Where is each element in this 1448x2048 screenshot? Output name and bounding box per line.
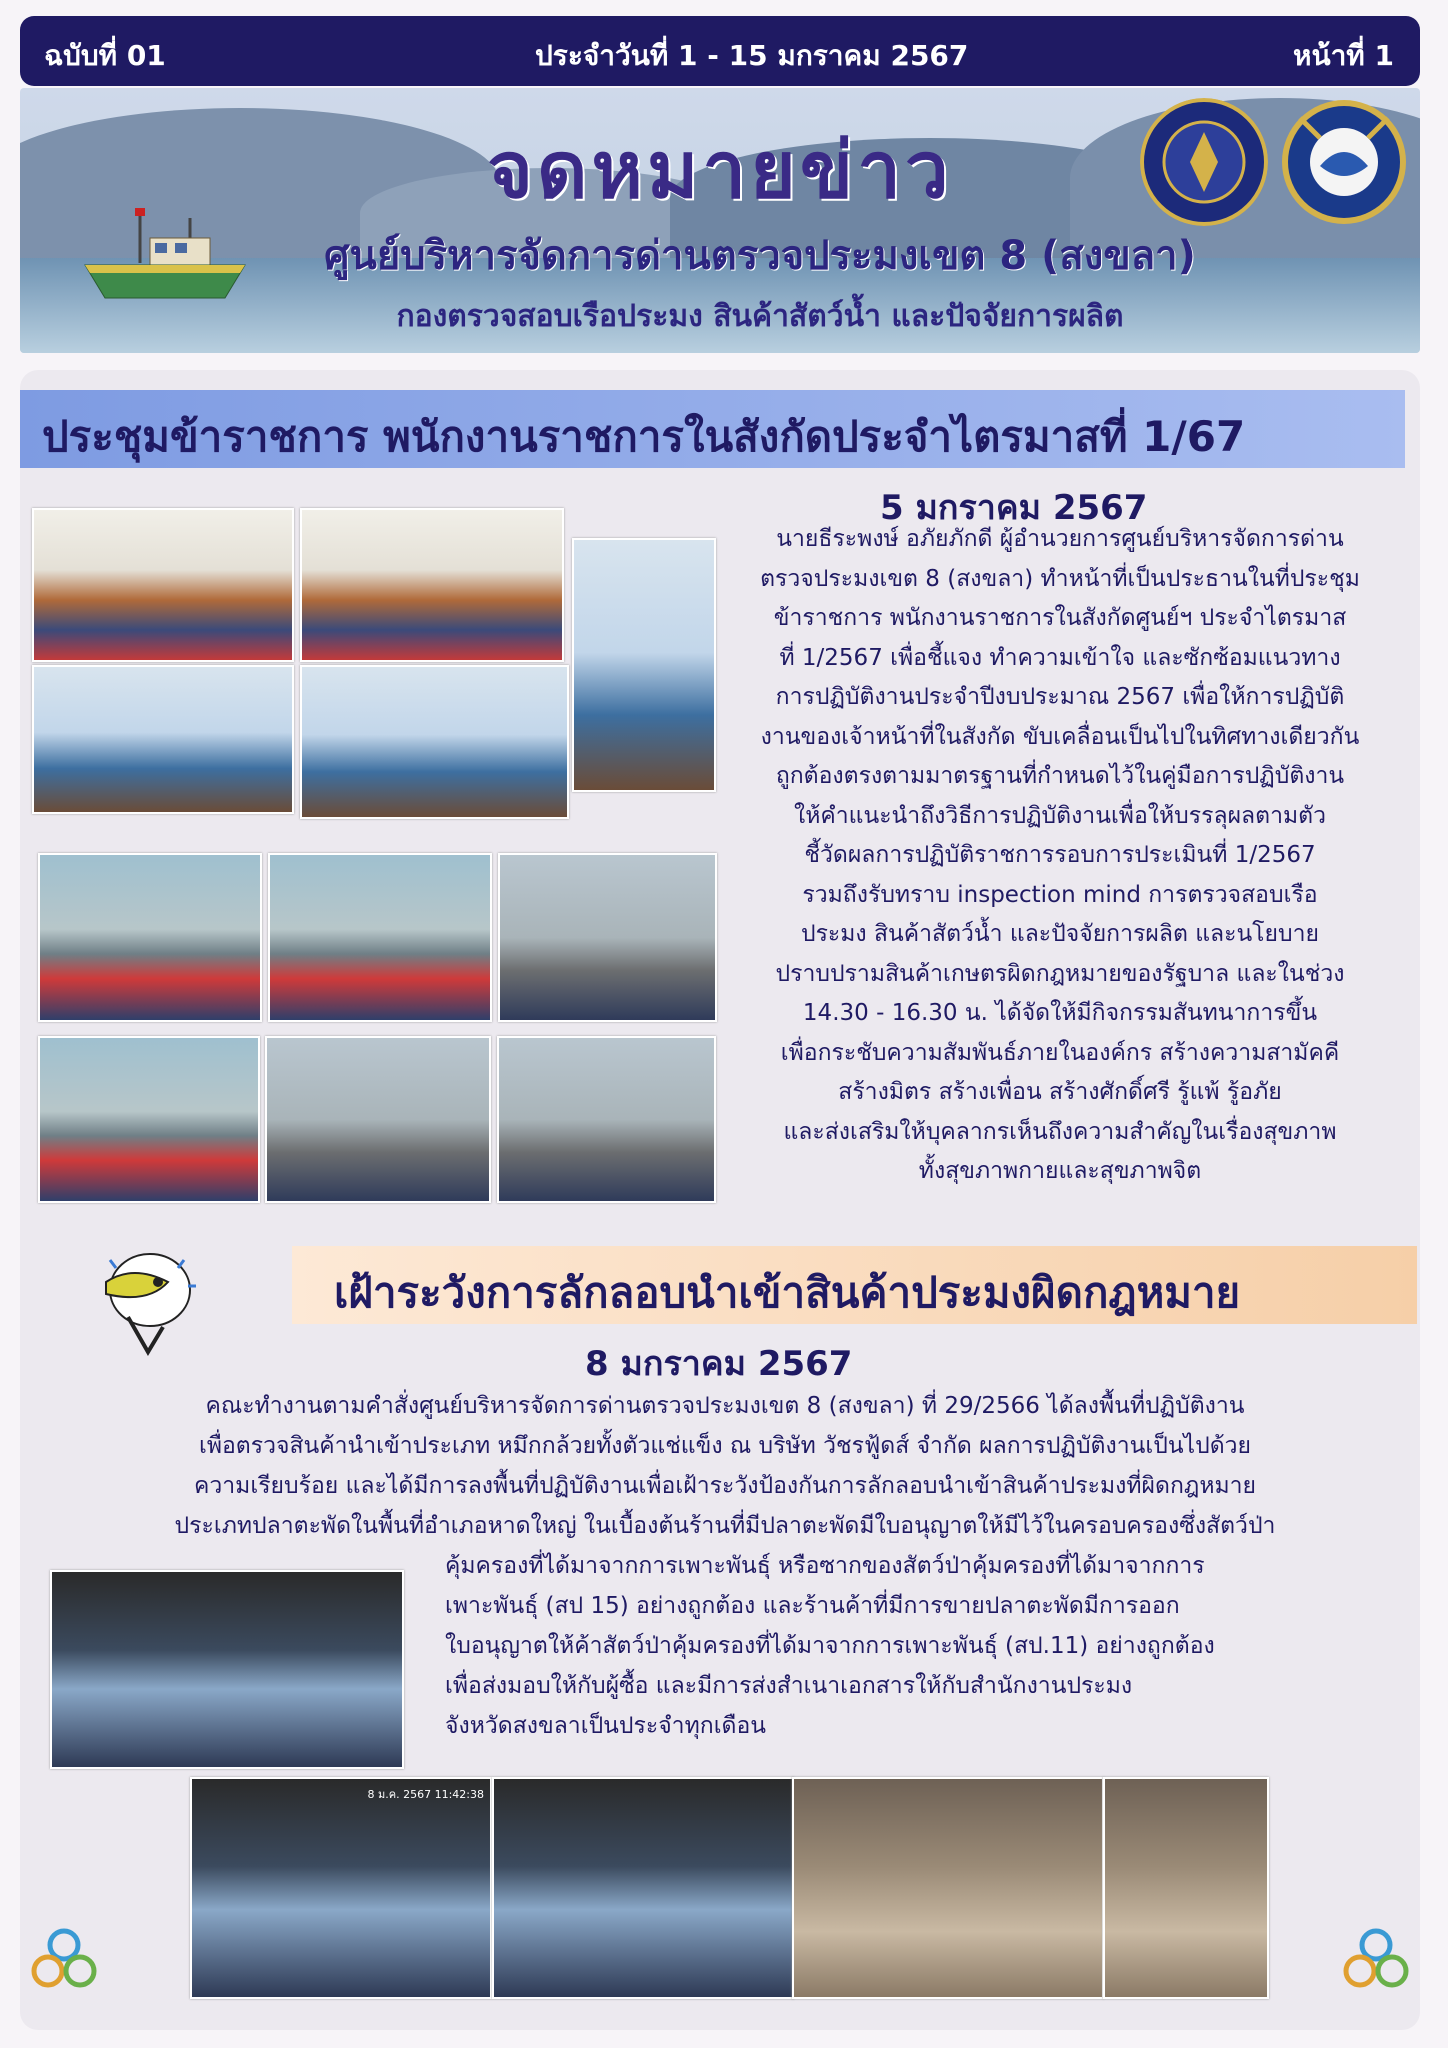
section1-line: รวมถึงรับทราบ inspection mind การตรวจสอบเรือ xyxy=(802,881,1318,908)
meeting-photo xyxy=(300,665,569,819)
section1-line: และส่งเสริมให้บุคลากรเห็นถึงความสำคัญในเรื่องสุขภาพ xyxy=(783,1118,1337,1145)
section1-line: สร้างมิตร สร้างเพื่อน สร้างศักดิ์ศรี รู้แพ้ รู้อภัย xyxy=(838,1079,1282,1105)
section1-line: เพื่อกระชับความสัมพันธ์ภายในองค์กร สร้างความสามัคคี xyxy=(780,1039,1340,1066)
section2-line: ความเรียบร้อย และได้มีการลงพื้นที่ปฏิบัติงานเพื่อเฝ้าระวังป้องกันการลักลอบนำเข้าสินค้าประมงที่ผิดกฎหมาย xyxy=(193,1473,1257,1499)
fish-inspector-icon xyxy=(88,1242,208,1367)
section1-date: 5 มกราคม 2567 xyxy=(880,488,1148,528)
section1-heading: ประชุมข้าราชการ พนักงานราชการในสังกัดประจำไตรมาสที่ 1/67 xyxy=(42,412,1246,461)
activity-photo xyxy=(268,853,492,1022)
activity-photo xyxy=(497,1036,716,1203)
section1-line: ที่ 1/2567 เพื่อชี้แจง ทำความเข้าใจ และซักซ้อมแนวทาง xyxy=(779,644,1341,671)
banner xyxy=(20,88,1420,353)
section1-line: 14.30 - 16.30 น. ได้จัดให้มีกิจกรรมสันทนาการขึ้น xyxy=(802,1000,1318,1026)
date-range: ประจำวันที่ 1 - 15 มกราคม 2567 xyxy=(535,39,969,72)
issue-number: ฉบับที่ 01 xyxy=(44,39,166,72)
activity-photo xyxy=(38,853,262,1022)
activity-photo xyxy=(38,1036,260,1203)
section2-side-body xyxy=(445,1546,1405,1746)
decorative-knot-logo-icon xyxy=(1340,1925,1412,1997)
section1-line: ถูกต้องตรงตามมาตรฐานที่กำหนดไว้ในคู่มือการปฏิบัติงาน xyxy=(775,763,1345,789)
meeting-photo xyxy=(300,508,564,662)
newsletter-subtitle: ศูนย์บริหารจัดการด่านตรวจประมงเขต 8 (สงขลา) xyxy=(324,233,1196,279)
section2-line: คณะทำงานตามคำสั่งศูนย์บริหารจัดการด่านตรวจประมงเขต 8 (สงขลา) ที่ 29/2566 ได้ลงพื้นที่ปฏิบัติงาน xyxy=(205,1393,1245,1419)
section1-heading-bar xyxy=(20,390,1405,468)
fishery-inspection-badge-icon xyxy=(1280,98,1408,226)
section1-line: ตรวจประมงเขต 8 (สงขลา) ทำหน้าที่เป็นประธานในที่ประชุม xyxy=(760,565,1360,592)
section2-line: เพื่อตรวจสินค้านำเข้าประเภท หมึกกล้วยทั้งตัวแช่แข็ง ณ บริษัท วัชรฟู้ดส์ จำกัด ผลการปฏิบัติงานเป็นไปด้วย xyxy=(198,1433,1252,1459)
header-bar xyxy=(20,16,1420,86)
section2-side-line: คุ้มครองที่ได้มาจากการเพาะพันธุ์ หรือซากของสัตว์ป่าคุ้มครองที่ได้มาจากการ xyxy=(445,1553,1205,1579)
inspection-photo xyxy=(1103,1777,1269,1999)
inspection-photo xyxy=(492,1777,794,1999)
section1-line: ปราบปรามสินค้าเกษตรผิดกฎหมายของรัฐบาล และในช่วง xyxy=(775,960,1345,987)
section1-line: ข้าราชการ พนักงานราชการในสังกัดศูนย์ฯ ประจำไตรมาส xyxy=(773,605,1347,631)
section2-side-line: เพื่อส่งมอบให้กับผู้ซื้อ และมีการส่งสำเนาเอกสารให้กับสำนักงานประมง xyxy=(445,1673,1133,1699)
warehouse-photo xyxy=(792,1777,1104,1999)
activity-photo xyxy=(265,1036,491,1203)
meeting-photo xyxy=(572,538,716,792)
newsletter-title: จดหมายข่าว xyxy=(487,126,953,216)
section1-line: ให้คำแนะนำถึงวิธีการปฏิบัติงานเพื่อให้บรรลุผลตามตัว xyxy=(793,802,1327,829)
section2-date: 8 มกราคม 2567 xyxy=(585,1344,853,1384)
section2-side-line: ใบอนุญาตให้ค้าสัตว์ป่าคุ้มครองที่ได้มาจากการเพาะพันธุ์ (สป.11) อย่างถูกต้อง xyxy=(445,1633,1215,1659)
shop-inspection-photo xyxy=(50,1570,404,1769)
section2-side-line: จังหวัดสงขลาเป็นประจำทุกเดือน xyxy=(445,1713,767,1739)
section2-side-line: เพาะพันธุ์ (สป 15) อย่างถูกต้อง และร้านค้าที่มีการขายปลาตะพัดมีการออก xyxy=(445,1593,1180,1619)
photo-timestamp: 8 ม.ค. 2567 11:42:38 xyxy=(367,1788,484,1801)
decorative-knot-logo-icon xyxy=(28,1925,100,1997)
section1-line: นายธีระพงษ์ อภัยภักดี ผู้อำนวยการศูนย์บริหารจัดการด่าน xyxy=(776,526,1344,552)
page-number: หน้าที่ 1 xyxy=(1292,39,1394,72)
inspection-photo xyxy=(190,1777,492,1999)
department-seal-icon xyxy=(1140,98,1268,226)
section1-line: การปฏิบัติงานประจำปีงบประมาณ 2567 เพื่อให้การปฏิบัติ xyxy=(775,684,1345,710)
section2-body xyxy=(70,1386,1380,1546)
section2-heading: เฝ้าระวังการลักลอบนำเข้าสินค้าประมงผิดกฎหมาย xyxy=(334,1268,1241,1317)
section1-line: งานของเจ้าหน้าที่ในสังกัด ขับเคลื่อนเป็นไปในทิศทางเดียวกัน xyxy=(760,723,1360,750)
activity-photo xyxy=(498,853,717,1022)
meeting-photo xyxy=(32,665,294,814)
section1-line: ประมง สินค้าสัตว์น้ำ และปัจจัยการผลิต และนโยบาย xyxy=(800,921,1320,947)
meeting-photo xyxy=(32,508,294,662)
section1-line: ชี้วัดผลการปฏิบัติราชการรอบการประเมินที่ 1/2567 xyxy=(804,842,1316,868)
section1-line: ทั้งสุขภาพกายและสุขภาพจิต xyxy=(918,1158,1202,1184)
newsletter-subtitle2: กองตรวจสอบเรือประมง สินค้าสัตว์น้ำ และปัจจัยการผลิต xyxy=(396,299,1124,334)
section2-line: ประเภทปลาตะพัดในพื้นที่อำเภอหาดใหญ่ ในเบื้องต้นร้านที่มีปลาตะพัดมีใบอนุญาตให้มีไว้ในครอบครองซึ่งสัตว์ป่า xyxy=(174,1513,1276,1539)
section1-body xyxy=(705,520,1415,1192)
section2-heading-bar xyxy=(292,1246,1417,1324)
